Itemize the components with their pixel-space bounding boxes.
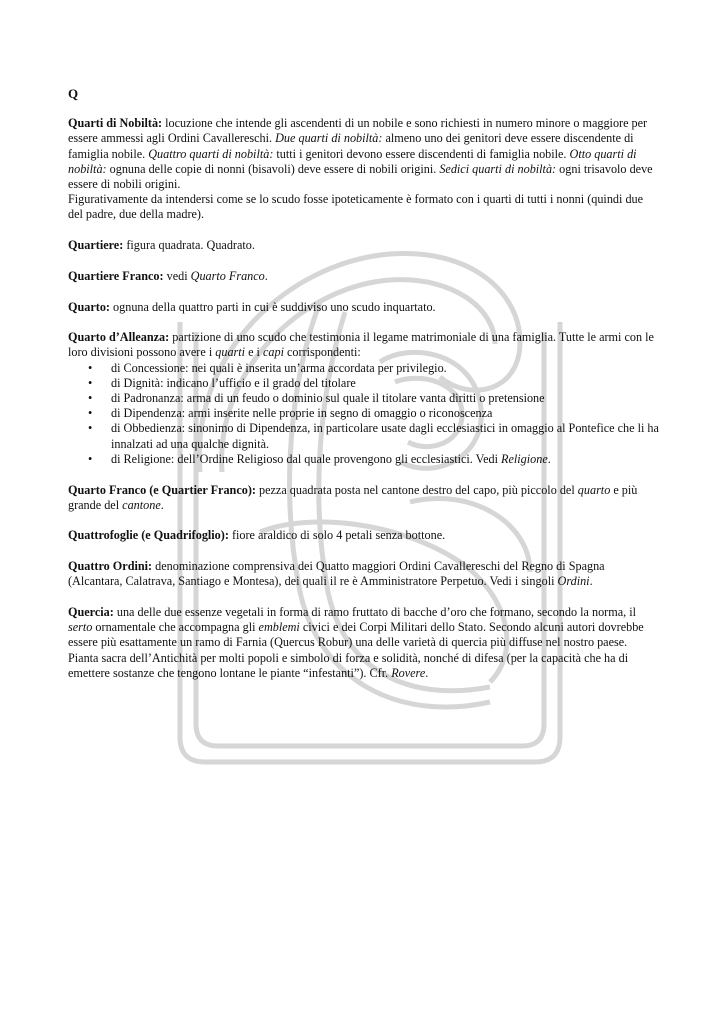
entry-definition [68,116,660,192]
definition-text: denominazione comprensiva dei Quatto maggiori Ordini Cavallereschi del Regno di Spagna (Alcantara, Calatrava, Santiago e Montesa), dei quali il re è Amministratore Perpetuo. Vedi i singoli [68,559,605,589]
entry-quartiere [68,238,660,253]
entry-term: Quarto d’Alleanza: [68,330,170,345]
definition-text: partizione di uno scudo che testimonia il legame matrimoniale di una famiglia. Tutte le armi con le loro divisioni possono avere i [68,330,654,360]
bullet-item: • di Dignità: indicano l’ufficio e il grado del titolare [111,376,660,391]
bullet-item: • di Dipendenza: armi inserite nelle proprie in segno di omaggio o riconoscenza [111,406,660,421]
definition-text: ognuna delle copie di nonni (bisavoli) deve essere di nobili origini. [106,161,440,176]
entry-term: Quartiere: [68,238,124,253]
bullet-item: • di Obbedienza: sinonimo di Dipendenza, in particolare usate dagli ecclesiastici in omaggio al Pontefice che li ha innalzati ad una qualche dignità. [111,421,660,451]
definition-text: vedi [163,268,191,283]
definition-text: . [589,574,593,589]
subterm-italic: Due quarti di nobiltà: [275,131,383,146]
entry-quarto [68,300,660,315]
definition-text: figura quadrata. Quadrato. [123,238,255,253]
bullet-item [111,452,660,467]
italic-word: cantone [122,497,161,512]
entry-definition [68,528,660,543]
entry-quattro-ordini [68,559,660,589]
definition-text: corrispondenti: [283,345,361,360]
definition-text: una delle due essenze vegetali in forma di ramo fruttato di bacche d’oro che formano, secondo la norma, il [113,605,636,620]
definition-text: e più grande del [68,482,638,512]
document-page [68,86,660,697]
entry-quarti-di-nobilta [68,116,660,222]
entry-definition [68,605,660,681]
entry-term: Quercia: [68,605,114,620]
italic-word: serto [68,620,93,635]
entry-definition [68,483,660,513]
entry-quarto-franco [68,483,660,513]
subterm-italic: Otto quarti di nobiltà: [68,146,637,176]
entry-term: Quarti di Nobiltà: [68,116,163,131]
italic-word: quarti [215,345,246,360]
subterm-italic: Quattro quarti di nobiltà: [148,146,274,161]
bullet-list [68,361,660,467]
definition-text: ogni trisavolo deve essere di nobili origini. [68,161,653,192]
cross-reference: Ordini [557,574,590,589]
entry-definition [68,300,660,315]
section-letter: Q [68,86,79,101]
definition-text: . [425,665,429,680]
entry-term: Quarto: [68,299,110,314]
definition-text: locuzione che intende gli ascendenti di un nobile e sono richiesti in numero minore o maggiore per essere ammessi agli Ordini Cavallereschi. [68,116,648,146]
subterm-italic: Sedici quarti di nobiltà: [439,161,557,176]
entry-quattrofoglie [68,528,660,543]
entry-definition [68,559,660,589]
entry-term: Quarto Franco (e Quartier Franco): [68,482,256,497]
bullet-item: • di Padronanza: arma di un feudo o dominio sul quale il titolare vanta diritti o pretensione [111,391,660,406]
cross-reference: Religione [501,451,548,466]
entry-definition [68,330,660,360]
entry-quarto-d-alleanza [68,330,660,467]
definition-text: civici e dei Corpi Militari dello Stato. Secondo alcuni autori dovrebbe essere più esattamente un ramo di Farnia (Quercus Robur) una delle varietà di quercia più diffuse nel nostro paese. Pianta sacra dell’Antichità per molti popoli e simbolo di forza e solidità, nonché di difesa (per la capacità che ha di emettere sostanze che tengono lontane le piante “infestanti”). Cfr. [68,620,644,680]
definition-text: e i [245,345,263,360]
definition-text: fiore araldico di solo 4 petali senza bottone. [228,528,446,543]
definition-text: . [264,268,268,283]
entry-quercia [68,605,660,681]
definition-text: ognuna della quattro parti in cui è suddiviso uno scudo inquartato. [109,299,436,314]
entry-term: Quattrofoglie (e Quadrifoglio): [68,528,229,543]
definition-text: pezza quadrata posta nel cantone destro del capo, più piccolo del [255,482,578,497]
entry-term: Quattro Ordini: [68,559,153,574]
cross-reference: Quarto Franco [190,268,265,283]
bullet-text: . [547,451,551,466]
entry-definition [68,238,660,253]
entry-quartiere-franco [68,269,660,284]
entry-definition [68,269,660,284]
entry-term: Quartiere Franco: [68,268,164,283]
cross-reference: Rovere [391,665,426,680]
bullet-item: • di Concessione: nei quali è inserita un’arma accordata per privilegio. [111,361,660,376]
italic-word: quarto [577,482,611,497]
definition-text: ornamentale che accompagna gli [92,620,259,635]
definition-text: . [160,497,164,512]
definition-paragraph: Figurativamente da intendersi come se lo scudo fosse ipoteticamente è formato con i quarti di tutti i nonni (quindi due del padre, due della madre). [68,192,644,222]
italic-word: capi [262,345,284,360]
definition-text: tutti i genitori devono essere discendenti di famiglia nobile. [273,146,570,161]
bullet-text: di Religione: dell’Ordine Religioso dal quale provengono gli ecclesiastici. Vedi [111,451,502,466]
italic-word: emblemi [258,620,300,635]
definition-text: almeno uno dei genitori deve essere discendente di famiglia nobile. [68,131,634,161]
